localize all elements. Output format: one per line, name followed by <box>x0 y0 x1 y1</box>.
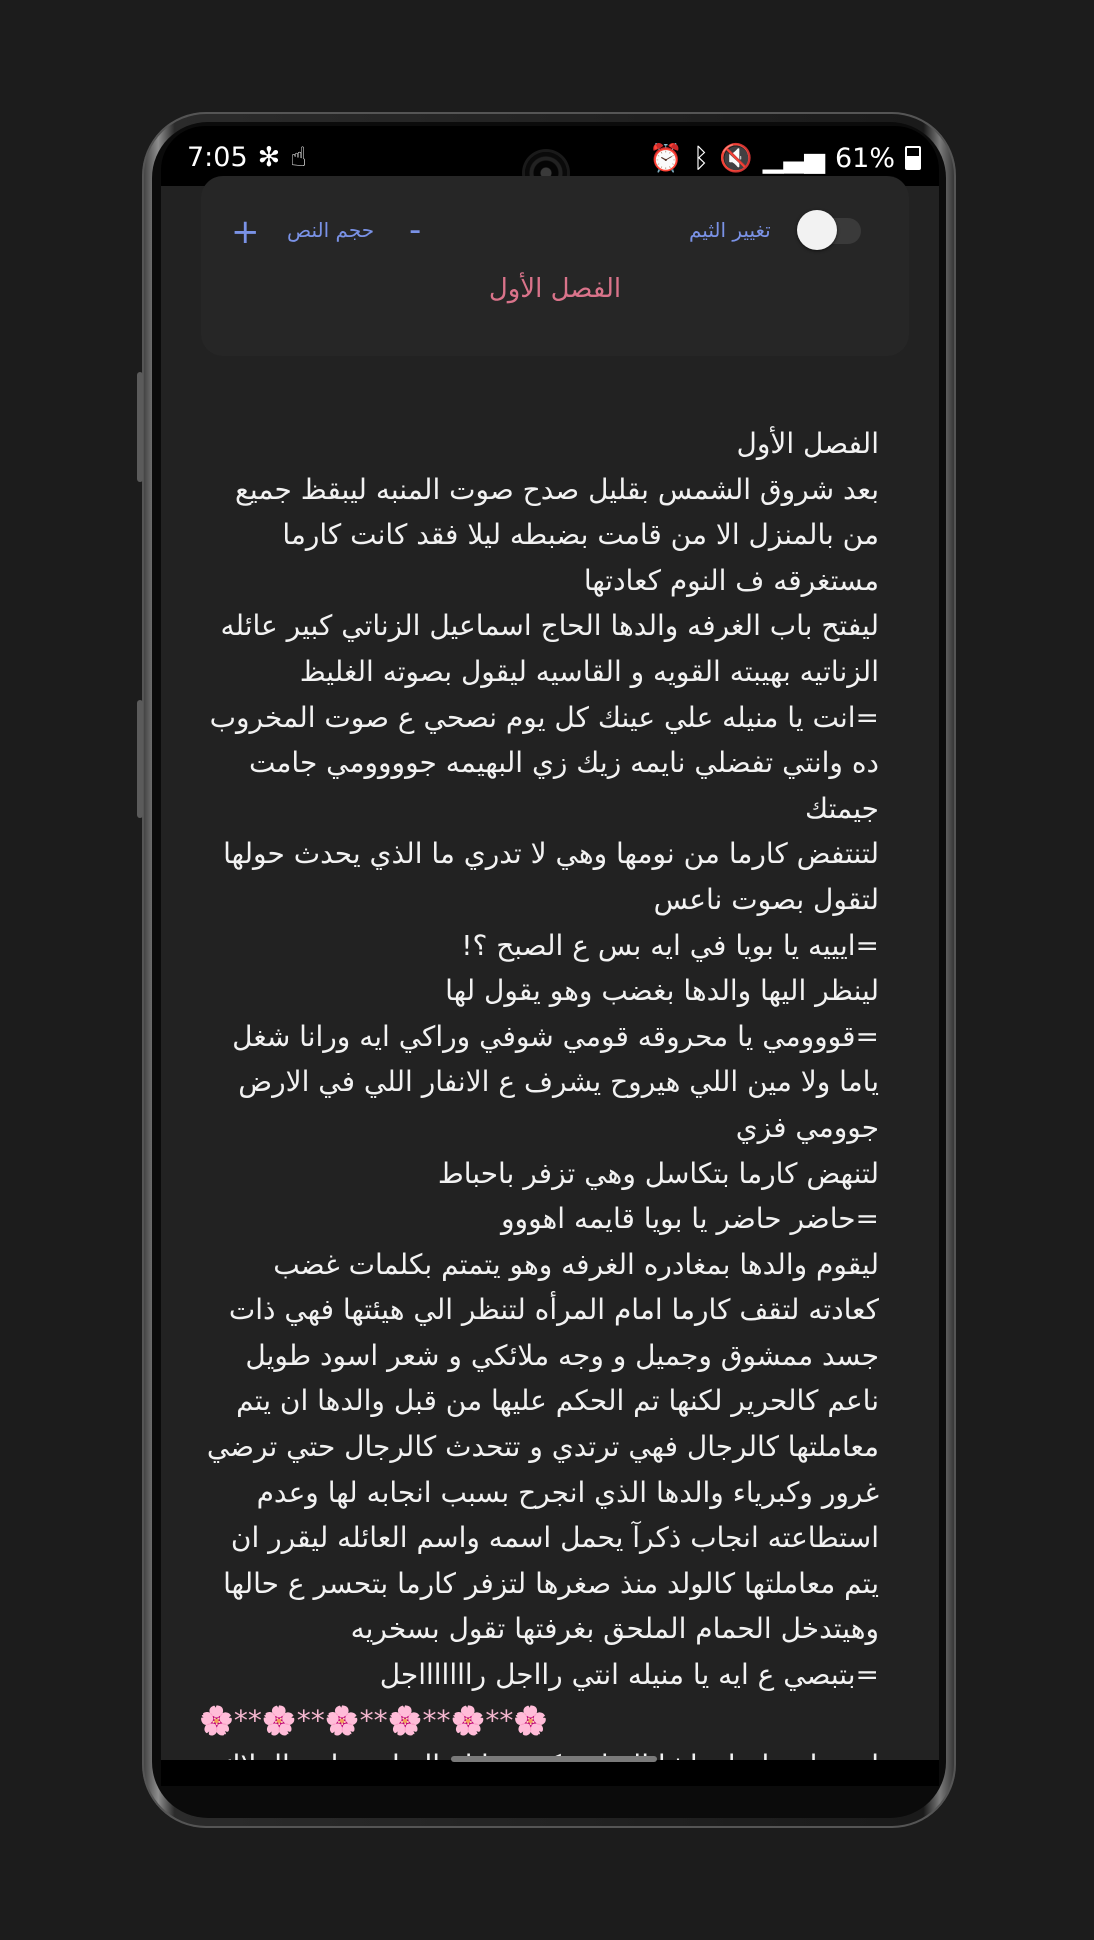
paragraph: =انت يا منيله علي عينك كل يوم نصحي ع صوت المخروب ده وانتي تفضلي نايمه زيك زي البهيمه جوووومي جامت جيمتك <box>209 700 879 825</box>
decrease-text-size-button[interactable]: - <box>409 210 422 250</box>
flower-separator: 🌸**🌸**🌸**🌸**🌸**🌸 <box>199 1703 549 1737</box>
hand-icon: ☝ <box>290 142 307 173</box>
clock: 7:05 <box>187 142 248 173</box>
theme-toggle[interactable] <box>799 218 861 244</box>
reader-content[interactable] <box>161 186 939 1760</box>
text-controls <box>201 206 909 266</box>
theme-label: تغيير الثيم <box>689 218 771 242</box>
paragraph: =حاضر حاضر يا بويا قايمه اهووو <box>501 1202 879 1236</box>
paragraph: الفصل الأول <box>736 427 879 460</box>
paragraph: لتنهض كارما بتكاسل وهي تزفر باحباط <box>437 1156 879 1190</box>
fan-icon: ✻ <box>257 142 281 173</box>
battery-icon <box>905 146 921 170</box>
chapter-title: الفصل الأول <box>488 274 622 304</box>
paragraph: =ايييه يا بويا في ايه بس ع الصبح ؟! <box>461 928 879 962</box>
bixby-button <box>137 700 143 818</box>
text-size-label: حجم النص <box>287 218 375 242</box>
paragraph: ليفتح باب الغرفه والدها الحاج اسماعيل الزناتي كبير عائله الزناتيه بهيبته القويه و القاسيه ليقول بصوته الغليظ <box>220 609 879 688</box>
paragraph: =قووومي يا محروقه قومي شوفي وراكي ايه ورانا شغل ياما ولا مين اللي هيروح يشرف ع الانفار اللي في الارض جوومي فزي <box>232 1019 879 1144</box>
bluetooth-icon: ᛒ <box>692 142 710 174</box>
paragraph: لينظر اليها والدها بغضب وهو يقول لها <box>445 974 879 1008</box>
toggle-knob <box>797 210 837 250</box>
paragraph: =بتبصي ع ايه يا منيله انتي رااجل راااااااجل <box>379 1658 879 1692</box>
volume-button <box>137 372 143 482</box>
story-text <box>199 421 879 1789</box>
mute-icon: 🔇 <box>719 143 753 174</box>
increase-text-size-button[interactable]: + <box>231 212 260 252</box>
paragraph: لتنتفض كارما من نومها وهي لا تدري ما الذي يحدث حولها لتقول بصوت ناعس <box>223 837 879 916</box>
battery-percent: 61% <box>834 142 895 174</box>
settings-card <box>201 176 909 356</box>
screen <box>161 126 939 1786</box>
alarm-icon: ⏰ <box>649 143 683 174</box>
signal-icon: ▁▃▅ <box>762 142 825 174</box>
paragraph: ليقوم والدها بمغادره الغرفه وهو يتمتم بكلمات غضب كعادته لتقف كارما امام المرأه لتنظر الي هيئتها فهي ذات جسد ممشوق وجميل و وجه ملائكي و شعر اسود طويل ناعم كالحرير لكنها تم الحكم عليها من قبل والدها ان يتم معاملتها كالرجال فهي ترتدي و تتحدث كالرجال حتي ترضي غرور وكبرياء والدها الذي انجرح بسبب انجابه لها وعدم استطاعته انجاب ذكرآ يحمل اسمه واسم العائله ليقرر ان يتم معاملتها كالولد منذ صغرها لتزفر كارما بتحسر ع حالها <box>206 1247 879 1600</box>
paragraph: وهيتدخل الحمام الملحق بغرفتها تقول بسخريه <box>350 1612 879 1646</box>
navigation-bar <box>161 1760 939 1786</box>
paragraph: بعد شروق الشمس بقليل صدح صوت المنبه ليبقظ جميع من بالمنزل الا من قامت بضبطه ليلا فقد كانت كارما مستغرقه ف النوم كعادتها <box>235 472 879 597</box>
home-gesture-bar[interactable] <box>451 1756 657 1762</box>
